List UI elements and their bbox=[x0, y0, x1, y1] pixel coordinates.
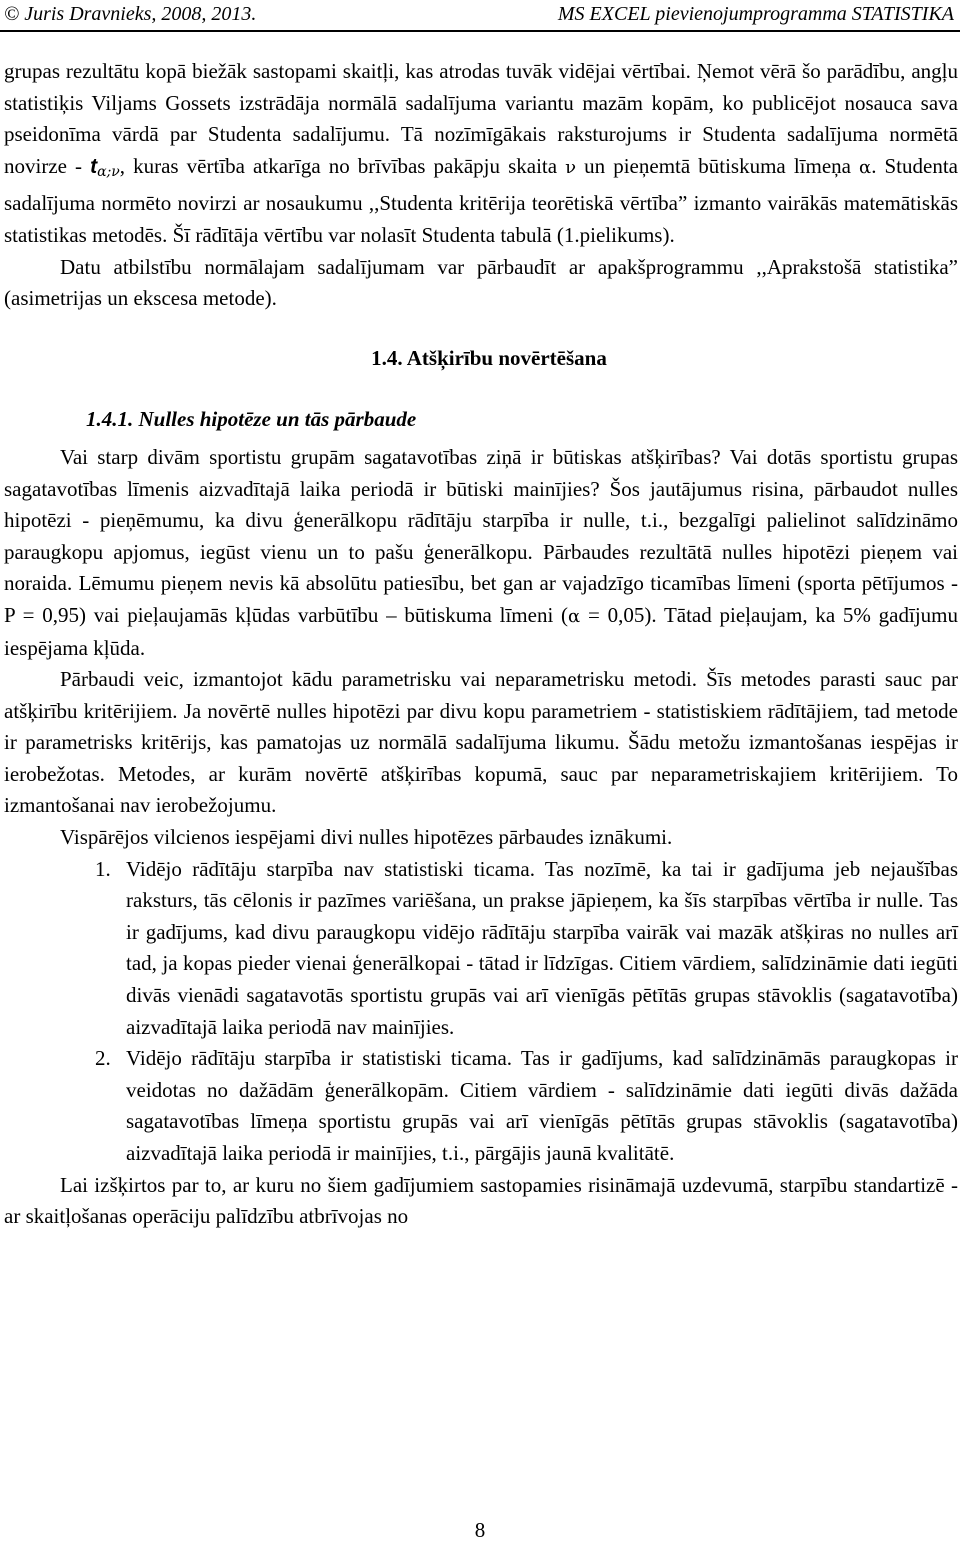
alpha-symbol: α bbox=[859, 156, 872, 178]
paragraph-outcomes-intro: Vispārējos vilcienos iespējami divi nulles hipotēzes pārbaudes iznākumi. bbox=[60, 825, 673, 850]
paragraph-text: un pieņemtā būtiskuma līmeņa bbox=[576, 153, 860, 178]
paragraph-standardization: Lai izšķirtos par to, ar kuru no šiem gadījumiem sastopamies risināmajā uzdevumā, starpību standartizē - ar skaitļošanas operāciju palīdzību atbrīvojas no bbox=[4, 1172, 958, 1229]
page-body bbox=[4, 56, 958, 1233]
subsection-title: 1.4.1. Nulles hipotēze un tās pārbaude bbox=[86, 407, 417, 432]
list-item-number: 2. bbox=[95, 1046, 111, 1071]
header-title: MS EXCEL pievienojumprogramma STATISTIKA bbox=[557, 3, 954, 25]
paragraph-normality-check: Datu atbilstību normālajam sadalījumam var pārbaudīt ar apakšprogrammu ,,Aprakstošā statistika” (asimetrijas un ekscesa metode). bbox=[4, 254, 958, 311]
outcomes-list bbox=[4, 854, 958, 1170]
t-subscript: α;ν bbox=[97, 163, 120, 180]
paragraph-text: grupas rezultātu kopā biežāk sastopami skaitļi, kas atrodas tuvāk vidējai vērtībai. Ņemot vērā šo parādību, angļu statistiķis Viljams Gossets izstrādāja normālā sadalījuma variantu mazām kopām, ko publicējot nosauca sava pseidonīma vārdā par Studenta sadalījumu. Tā nozīmīgākais raksturojums ir Studenta sadalījuma normētā novirze - bbox=[4, 59, 958, 178]
paragraph-methods: Pārbaudi veic, izmantojot kādu parametrisku vai neparametrisku metodi. Šīs metodes parasti sauc par atšķirību kritērijiem. Ja novērtē nulles hipotēzi par divu kopu parametriem - statistiskiem rādītājiem, tad metode ir parametrisks kritērijs, kas pamatojas uz normālā sadalījuma likumu. Šādu metožu izmantošanas iespējas ir ierobežotas. Metodes, ar kurām novērtē atšķirības kopumā, sauc par neparametriskajiem kritērijiem. To izmantošanai nav ierobežojumu. bbox=[4, 667, 958, 818]
nu-symbol: ν bbox=[565, 156, 577, 178]
page-number: 8 bbox=[474, 1518, 486, 1542]
header-author: © Juris Dravnieks, 2008, 2013. bbox=[4, 3, 257, 25]
paragraph-text: , kuras vērtība atkarīga no brīvības pakāpju skaita bbox=[119, 153, 566, 178]
paragraph-student-distribution bbox=[4, 56, 958, 252]
header-rule bbox=[0, 30, 960, 32]
list-item-number: 1. bbox=[95, 856, 111, 881]
section-title: 1.4. Atšķirību novērtēšana bbox=[371, 345, 607, 370]
paragraph-text: . Studenta sadalījuma normēto novirzi ar nosaukumu ,,Studenta kritērija teorētiskā vērtība” izmanto vairākās matemātiskās statistikas metodēs. Šī rādītāja vērtību var nolasīt Studenta tabulā (1.pielikums). bbox=[4, 153, 958, 247]
t-symbol: t bbox=[90, 154, 98, 178]
paragraph-text: = 0,05). Tātad pieļaujam, ka 5% gadījumu iespējama kļūda. bbox=[4, 602, 958, 660]
list-item-text: Vidējo rādītāju starpība ir statistiski ticama. Tas ir gadījums, kad salīdzināmās paraugkopas ir veidotas no dažādām ģenerālkopām. Citiem vārdiem - salīdzināmie dati iegūti divās dažāda sagatavotības līmeņa sportistu grupās vai arī vienīgās pētītās grupas stāvoklis (sagatavotība) aizvadītajā laika periodā ir mainījies, t.i., pārgājis jaunā kvalitātē. bbox=[126, 1046, 958, 1165]
paragraph-null-hypothesis bbox=[4, 442, 958, 664]
paragraph-text: Vai starp divām sportistu grupām sagatavotības ziņā ir būtiskas atšķirības? Vai dotās sportistu grupas sagatavotības līmenis aizvadītajā laika periodā ir būtiski mainījies? Šos jautājumus risina, pārbaudot nulles hipotēzi - pieņēmumu, ka divu ģenerālkopu rādītāju starpība ir nulle, t.i., bezgalīgi palielinot salīdzināmo paraugkopu apjomus, iegūst vienu un to pašu ģenerālkopu. Pārbaudes rezultātā nulles hipotēzi pieņem vai noraida. Lēmumu pieņem nevis kā absolūtu patiesību, bet gan ar vajadzīgo ticamības līmeni (sporta pētījumos - P = 0,95) vai pieļaujamās kļūdas varbūtību – būtiskuma līmeni ( bbox=[4, 444, 958, 627]
list-item bbox=[4, 1043, 958, 1169]
page-header bbox=[0, 0, 960, 30]
list-item-text: Vidējo rādītāju starpība nav statistiski ticama. Tas nozīmē, ka tai ir gadījuma jeb nejaušības raksturs, tās cēlonis ir pazīmes variēšana, un prakse jāpieņem, ka šīs starpības vērtība ir nulle. Tas ir gadījums, kad divu paraugkopu vidējo rādītāju starpība vairāk vai mazāk atšķiras no nulles arī tad, ja kopas pieder vienai ģenerālkopai - tātad ir līdzīgas. Citiem vārdiem, salīdzināmie dati iegūti divās vienādi sagatavotās sportistu grupās vai arī vienīgās pētītās grupas stāvoklis (sagatavotība) aizvadītajā laika periodā nav mainījies. bbox=[126, 856, 958, 1039]
alpha-symbol: α bbox=[568, 605, 581, 627]
list-item bbox=[4, 854, 958, 1044]
